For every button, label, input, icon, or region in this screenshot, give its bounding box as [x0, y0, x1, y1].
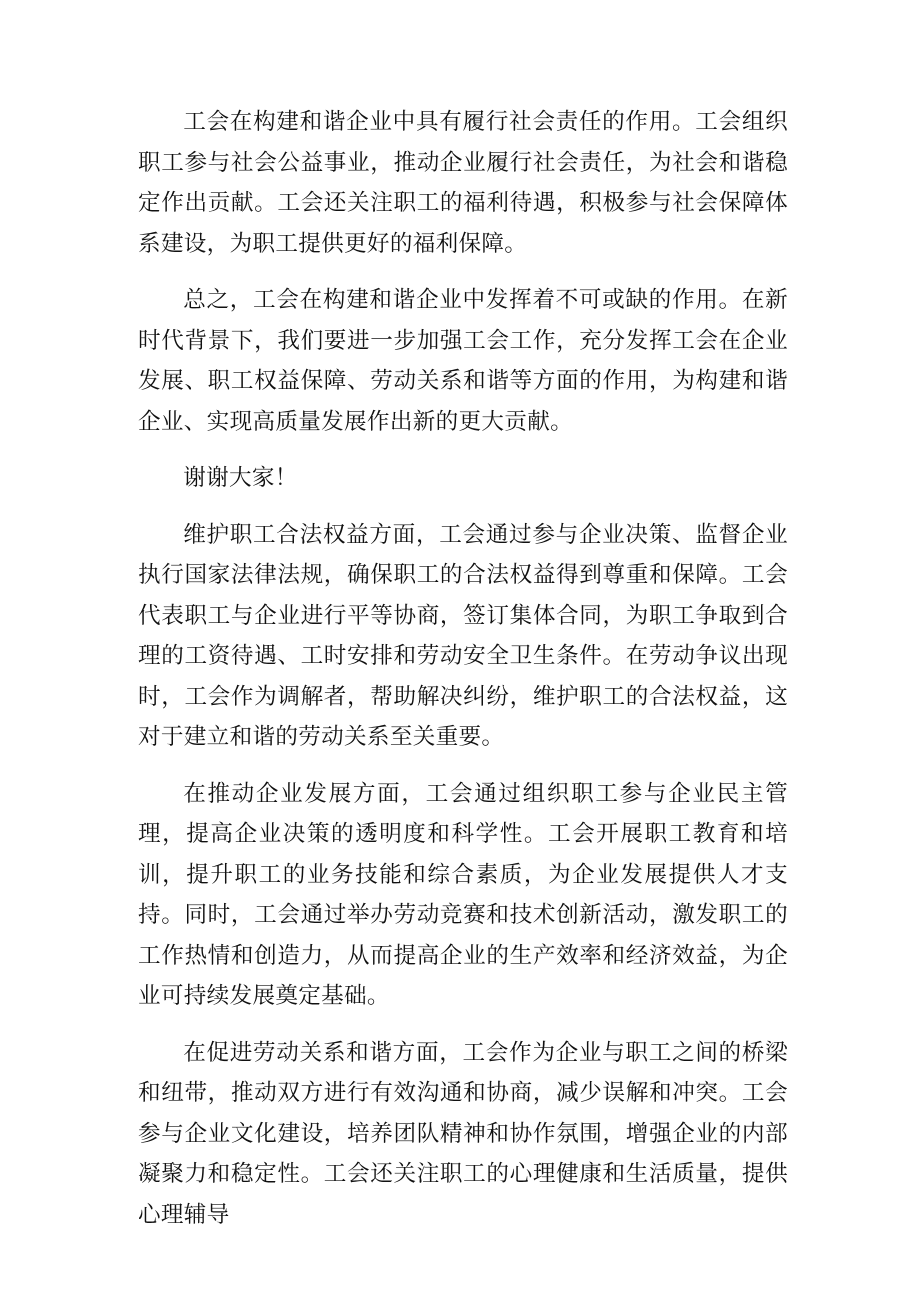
paragraph-rights-protection: 维护职工合法权益方面，工会通过参与企业决策、监督企业执行国家法律法规，确保职工的合法权益得到尊重和保障。工会代表职工与企业进行平等协商，签订集体合同，为职工争取到合理的工资待遇、工时安排和劳动安全卫生条件。在劳动争议出现时，工会作为调解者，帮助解决纠纷，维护职工的合法权益，这对于建立和谐的劳动关系至关重要。 [138, 521, 788, 750]
paragraph-social-responsibility: 工会在构建和谐企业中具有履行社会责任的作用。工会组织职工参与社会公益事业，推动企业履行社会责任，为社会和谐稳定作出贡献。工会还关注职工的福利待遇，积极参与社会保障体系建设，为职工提供更好的福利保障。 [138, 109, 788, 257]
paragraph-thanks: 谢谢大家！ [183, 465, 298, 491]
document-body [138, 102, 788, 1235]
paragraph-conclusion: 总之，工会在构建和谐企业中发挥着不可或缺的作用。在新时代背景下，我们要进一步加强工会工作，充分发挥工会在企业发展、职工权益保障、劳动关系和谐等方面的作用，为构建和谐企业、实现高质量发展作出新的更大贡献。 [138, 287, 788, 435]
paragraph-enterprise-development: 在推动企业发展方面，工会通过组织职工参与企业民主管理，提高企业决策的透明度和科学性。工会开展职工教育和培训，提升职工的业务技能和综合素质，为企业发展提供人才支持。同时，工会通过举办劳动竞赛和技术创新活动，激发职工的工作热情和创造力，从而提高企业的生产效率和经济效益，为企业可持续发展奠定基础。 [138, 780, 788, 1009]
paragraph-labor-harmony: 在促进劳动关系和谐方面，工会作为企业与职工之间的桥梁和纽带，推动双方进行有效沟通和协商，减少误解和冲突。工会参与企业文化建设，培养团队精神和协作氛围，增强企业的内部凝聚力和稳定性。工会还关注职工的心理健康和生活质量，提供心理辅导 [138, 1039, 788, 1228]
